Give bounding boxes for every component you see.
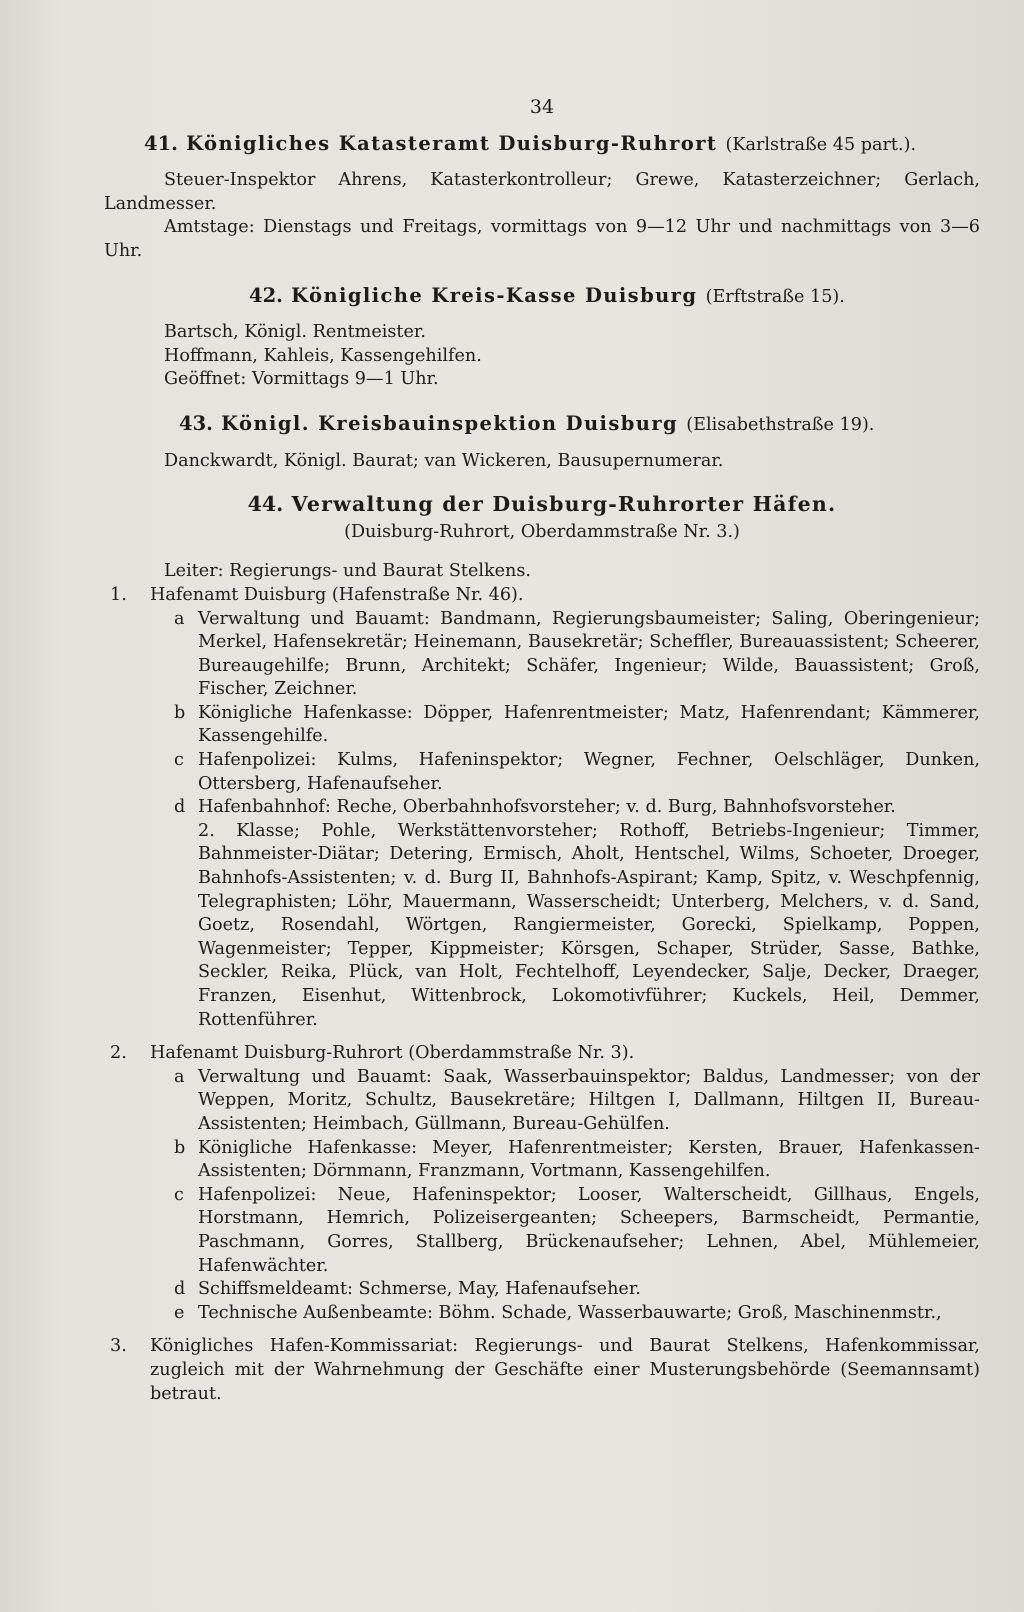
item-number: 2. <box>110 1043 127 1064</box>
item-text: Hafenamt Duisburg-Ruhrort (Oberdammstraße Nr. 3). <box>150 1043 635 1064</box>
sub-item-text: Hafenbahnhof: Reche, Oberbahnhofsvorsteher; v. d. Burg, Bahnhofsvorsteher. <box>198 797 896 818</box>
section-43-title: Königl. Kreisbauinspektion Duisburg <box>221 411 679 435</box>
sub-item <box>104 1184 980 1278</box>
section-44-title: Verwaltung der Duisburg-Ruhrorter Häfen. <box>291 492 837 517</box>
sub-item-letter: a <box>174 608 185 629</box>
sub-item <box>104 1066 980 1137</box>
sub-item-text: Technische Außenbeamte: Böhm. Schade, Wasserbauwarte; Groß, Maschinenmstr., <box>198 1302 942 1323</box>
section-41 <box>104 132 980 158</box>
section-44-number: 44. <box>247 492 284 517</box>
section-42-address: (Erftstraße 15). <box>705 286 845 307</box>
section-41-heading <box>144 132 916 155</box>
sub-item-text: Verwaltung und Bauamt: Saak, Wasserbauinspektor; Baldus, Landmesser; von der Weppen, Moritz, Schultz, Bausekretäre; Hiltgen I, Dallmann, Hiltgen II, Bureau-Assistenten; Heimbach, Güllmann, Bureau-Gehülfen. <box>198 1066 980 1134</box>
section-42-title: Königliche Kreis-Kasse Duisburg <box>291 283 698 307</box>
list-item <box>104 1335 980 1406</box>
section-44-address: (Duisburg-Ruhrort, Oberdammstraße Nr. 3.) <box>344 521 740 542</box>
sub-item <box>104 1137 980 1184</box>
section-43-address: (Elisabethstraße 19). <box>686 414 875 435</box>
sub-item-text: Hafenpolizei: Kulms, Hafeninspektor; Wegner, Fechner, Oelschläger, Dunken, Ottersberg, Hafenaufseher. <box>198 750 980 794</box>
spacer <box>104 1325 980 1335</box>
sub-item <box>104 749 980 796</box>
spacer <box>104 1032 980 1042</box>
section-41-number: 41. <box>144 131 178 155</box>
section-43-number: 43. <box>179 411 213 435</box>
sub-item-letter: e <box>174 1302 185 1323</box>
section-44-leader: Leiter: Regierungs- und Baurat Stelkens. <box>164 561 532 582</box>
sub-item <box>104 796 980 820</box>
item-text: Königliches Hafen-Kommissariat: Regierungs- und Baurat Stelkens, Hafenkommissar, zugleich mit der Wahrnehmung der Geschäfte einer Musterungsbehörde (Seemannsamt) betraut. <box>150 1336 980 1404</box>
item-number: 3. <box>110 1336 127 1357</box>
list-item <box>104 584 980 608</box>
sub-item-letter: d <box>174 1279 186 1300</box>
sub-item-text: Verwaltung und Bauamt: Bandmann, Regierungsbaumeister; Saling, Oberingenieur; Merkel, Hafensekretär; Heinemann, Bausekretär; Scheffler, Bureauassistent; Scheerer, Bureaugehilfe; Brunn, Architekt; Schäfer, Ingenieur; Wilde, Bauassistent; Groß, Fischer, Zeichner. <box>198 608 980 700</box>
section-41-address: (Karlstraße 45 part.). <box>725 134 917 155</box>
sub-item-letter: d <box>174 797 186 818</box>
section-43-heading <box>179 412 874 435</box>
section-44-heading <box>104 493 980 517</box>
section-42-heading <box>249 284 845 307</box>
sub-item-letter: b <box>174 702 186 723</box>
section-43 <box>104 412 980 438</box>
sub-item-letter: c <box>174 750 184 771</box>
section-42-number: 42. <box>249 283 283 307</box>
sub-item <box>104 702 980 749</box>
sub-item <box>104 608 980 702</box>
sub-item-text: Hafenpolizei: Neue, Hafeninspektor; Looser, Walterscheidt, Gillhaus, Engels, Horstmann, Hemrich, Polizeisergeanten; Scheepers, Barmscheidt, Permantie, Paschmann, Gorres, Stallberg, Brückenaufseher; Lehnen, Abel, Mühlemeier, Hafenwächter. <box>198 1184 980 1276</box>
section-42-line: Hoffmann, Kahleis, Kassengehilfen. <box>164 345 482 366</box>
section-41-title: Königliches Katasteramt Duisburg-Ruhrort <box>186 131 718 155</box>
sub-item <box>104 1302 980 1326</box>
sub-item-letter: a <box>174 1066 185 1087</box>
sub-item-text: Schiffsmeldeamt: Schmerse, May, Hafenaufseher. <box>198 1279 641 1300</box>
sub-item <box>104 1278 980 1302</box>
section-42-line: Bartsch, Königl. Rentmeister. <box>164 322 426 343</box>
sub-item-text: Königliche Hafenkasse: Meyer, Hafenrentmeister; Kersten, Brauer, Hafenkassen-Assistenten; Dörnmann, Franzmann, Vortmann, Kassengehilfen. <box>198 1137 980 1182</box>
section-43-staff: Danckwardt, Königl. Baurat; van Wickeren, Bausupernumerar. <box>164 450 724 471</box>
sub-item-text: Königliche Hafenkasse: Döpper, Hafenrentmeister; Matz, Hafenrendant; Kämmerer, Kassengehilfe. <box>198 702 980 747</box>
section-42 <box>104 284 980 310</box>
sub-item-letter: c <box>174 1184 184 1205</box>
sub-item-letter: b <box>174 1137 186 1158</box>
list-item <box>104 1042 980 1066</box>
page-number: 34 <box>529 96 555 118</box>
sub-item-continuation: 2. Klasse; Pohle, Werkstättenvorsteher; Rothoff, Betriebs-Ingenieur; Timmer, Bahnmeister-Diätar; Detering, Ermisch, Aholt, Hentschel, Wilms, Schoeter, Droeger, Bahnhofs-Assistenten; v. d. Burg II, Bahnhofs-Aspirant; Kamp, Spitz, v. Weschpfennig, Telegraphisten; Löhr, Mauermann, Wasserscheidt; Unterberg, Melchers, v. d. Sand, Goetz, Rosendahl, Wörtgen, Rangiermeister, Gorecki, Spielkamp, Poppen, Wagenmeister; Tepper, Kippmeister; Körsgen, Schaper, Strüder, Sasse, Bathke, Seckler, Reika, Plück, van Holt, Fechtelhoff, Leyendecker, Salje, Decker, Draeger, Franzen, Eisenhut, Wittenbrock, Lokomotivführer; Kuckels, Heil, Demmer, Rottenführer. <box>198 820 980 1030</box>
section-41-hours: Amtstage: Dienstags und Freitags, vormittags von 9—12 Uhr und nachmittags von 3—6 Uhr. <box>104 217 980 261</box>
item-number: 1. <box>110 584 127 605</box>
section-42-line: Geöffnet: Vormittags 9—1 Uhr. <box>164 369 439 390</box>
section-41-staff: Steuer-Inspektor Ahrens, Katasterkontrolleur; Grewe, Katasterzeichner; Gerlach, Landmesser. <box>104 170 980 214</box>
item-text: Hafenamt Duisburg (Hafenstraße Nr. 46). <box>150 584 524 605</box>
